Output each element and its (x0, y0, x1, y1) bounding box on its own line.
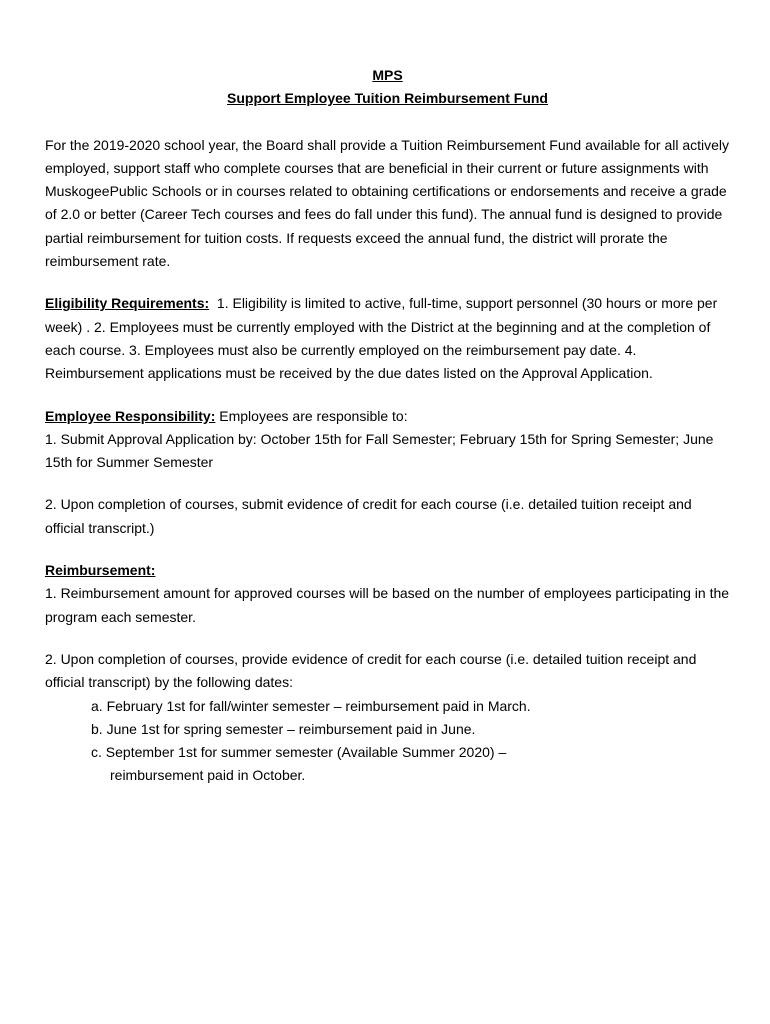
eligibility-paragraph (45, 292, 730, 385)
intro-paragraph: For the 2019-2020 school year, the Board shall provide a Tuition Reimbursement Fund available for all actively employed, support staff who complete courses that are beneficial in their current or future assignments with MuskogeePublic Schools or in courses related to obtaining certifications or endorsements and receive a grade of 2.0 or better (Career Tech courses and fees do fall under this fund). The annual fund is designed to provide partial reimbursement for tuition costs. If requests exceed the annual fund, the district will prorate the reimbursement rate. (45, 136, 730, 270)
reimbursement-date-c: c. September 1st for summer semester (Available Summer 2020) – (91, 744, 507, 761)
document-subtitle: Support Employee Tuition Reimbursement Fund (227, 90, 548, 107)
reimbursement-paragraph (45, 559, 730, 582)
reimbursement-item-1: 1. Reimbursement amount for approved courses will be based on the number of employees participating in the program each semester. (45, 585, 730, 625)
document-page (45, 64, 730, 788)
document-title: MPS (372, 67, 403, 83)
responsibility-heading: Employee Responsibility: (45, 407, 216, 424)
reimbursement-date-c-continued: reimbursement paid in October. (110, 767, 306, 784)
responsibility-item-1: 1. Submit Approval Application by: October 15th for Fall Semester; February 15th for Spring Semester; June 15th for Summer Semester (45, 430, 714, 471)
responsibility-item-2: 2. Upon completion of courses, submit evidence of credit for each course (i.e. detailed tuition receipt and official transcript.) (45, 496, 692, 536)
reimbursement-item-2: 2. Upon completion of courses, provide evidence of credit for each course (i.e. detailed tuition receipt and official transcript) by the following dates: (45, 650, 697, 691)
eligibility-heading: Eligibility Requirements: (45, 295, 210, 312)
eligibility-text: 1. Eligibility is limited to active, full-time, support personnel (30 hours or more per week) . 2. Employees must be currently employed with the District at the beginning and at the completion of each course. 3. Employees must also be currently employed on the reimbursement pay date. 4. Reimbursement applications must be received by the due dates listed on the Approval Application. (45, 295, 718, 382)
reimbursement-date-a: a. February 1st for fall/winter semester – reimbursement paid in March. (91, 697, 531, 714)
reimbursement-heading: Reimbursement: (45, 562, 156, 579)
reimbursement-date-b: b. June 1st for spring semester – reimbursement paid in June. (91, 720, 476, 737)
responsibility-paragraph (45, 405, 730, 428)
responsibility-intro: Employees are responsible to: (219, 407, 408, 424)
